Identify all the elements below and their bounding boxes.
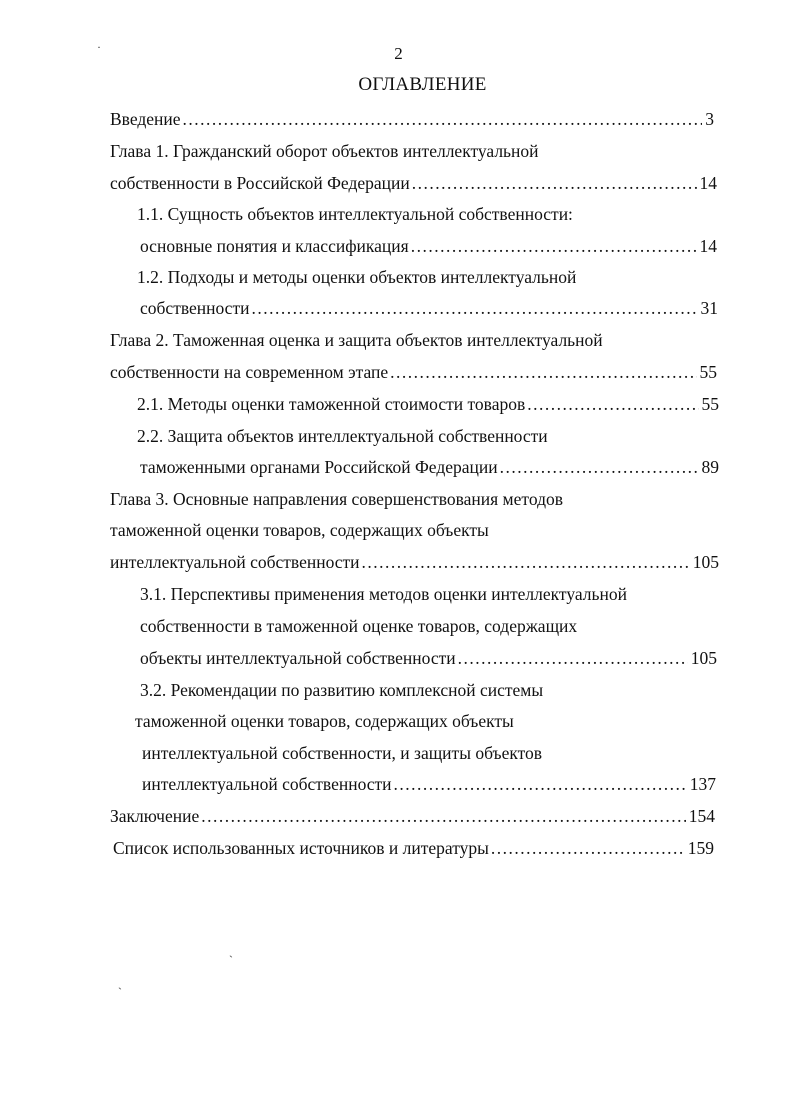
toc-entry-label: интеллектуальной собственности: [110, 552, 360, 572]
toc-entry-page: 3: [705, 109, 714, 129]
toc-entry-section-1-2[interactable]: [140, 297, 718, 319]
toc-entry-label: 2.1. Методы оценки таможенной стоимости товаров: [137, 394, 526, 414]
toc-entry-section-2-2-line-1[interactable]: 2.2. Защита объектов интеллектуальной собственности: [137, 426, 548, 446]
leader-dots: [491, 837, 685, 859]
toc-entry-chapter-1[interactable]: [110, 172, 717, 194]
leader-dots: [411, 235, 697, 257]
leader-dots: [527, 393, 698, 415]
leader-dots: [362, 551, 690, 573]
toc-entry-page: 14: [699, 236, 717, 256]
toc-entry-page: 55: [699, 362, 717, 382]
scan-speck: ˏ: [229, 944, 233, 958]
page-number: 2: [394, 44, 403, 63]
toc-entry-chapter-3[interactable]: [110, 551, 719, 573]
leader-dots: [500, 456, 699, 478]
toc-entry-page: 105: [690, 648, 717, 668]
toc-entry-page: 14: [699, 173, 717, 193]
toc-entry-label: Список использованных источников и литературы: [113, 838, 489, 858]
toc-entry-chapter-3-line-1[interactable]: Глава 3. Основные направления совершенствования методов: [110, 489, 563, 509]
toc-entry-label: собственности: [140, 298, 250, 318]
toc-entry-label: основные понятия и классификация: [140, 236, 409, 256]
leader-dots: [201, 805, 686, 827]
toc-entry-label: таможенными органами Российской Федерации: [140, 457, 498, 477]
toc-entry-label: Введение: [110, 109, 181, 129]
scan-speck: ˋ: [118, 985, 122, 999]
toc-entry-section-1-1[interactable]: [140, 235, 717, 257]
toc-entry-page: 159: [687, 838, 714, 858]
toc-entry-conclusion[interactable]: [110, 805, 715, 827]
toc-entry-page: 55: [701, 394, 719, 414]
toc-entry-section-3-1-line-2[interactable]: собственности в таможенной оценке товаров, содержащих: [140, 616, 578, 636]
toc-entry-label: собственности на современном этапе: [110, 362, 389, 382]
toc-entry-section-3-1[interactable]: [140, 647, 717, 669]
toc-entry-page: 31: [700, 298, 718, 318]
leader-dots: [251, 297, 697, 319]
toc-entry-chapter-2-line-1[interactable]: Глава 2. Таможенная оценка и защита объектов интеллектуальной: [110, 330, 603, 350]
leader-dots: [394, 773, 687, 795]
toc-entry-section-2-2[interactable]: [140, 456, 719, 478]
toc-entry-page: 105: [692, 552, 719, 572]
toc-title: ОГЛАВЛЕНИЕ: [358, 74, 487, 95]
toc-entry-section-1-1-line-1[interactable]: 1.1. Сущность объектов интеллектуальной собственности:: [137, 204, 573, 224]
toc-entry-section-3-1-line-1[interactable]: 3.1. Перспективы применения методов оценки интеллектуальной: [140, 584, 627, 604]
toc-entry-label: Заключение: [110, 806, 200, 826]
toc-entry-section-3-2-line-3[interactable]: интеллектуальной собственности, и защиты объектов: [142, 743, 543, 763]
scan-speck: ·: [97, 40, 101, 54]
toc-entry-chapter-1-line-1[interactable]: Глава 1. Гражданский оборот объектов интеллектуальной: [110, 141, 539, 161]
toc-entry-page: 89: [701, 457, 719, 477]
toc-entry-label: собственности в Российской Федерации: [110, 173, 410, 193]
leader-dots: [183, 108, 703, 130]
toc-entry-introduction[interactable]: [110, 108, 714, 130]
toc-entry-section-1-2-line-1[interactable]: 1.2. Подходы и методы оценки объектов интеллектуальной: [137, 267, 577, 287]
toc-entry-page: 154: [688, 806, 715, 826]
leader-dots: [412, 172, 697, 194]
toc-entry-chapter-3-line-2[interactable]: таможенной оценки товаров, содержащих объекты: [110, 520, 489, 540]
toc-entry-section-3-2-line-2[interactable]: таможенной оценки товаров, содержащих объекты: [135, 711, 514, 731]
toc-entry-label: интеллектуальной собственности: [142, 774, 392, 794]
toc-entry-section-3-2-line-1[interactable]: 3.2. Рекомендации по развитию комплексной системы: [140, 680, 544, 700]
toc-entry-label: объекты интеллектуальной собственности: [140, 648, 456, 668]
leader-dots: [458, 647, 688, 669]
toc-entry-bibliography[interactable]: [113, 837, 714, 859]
toc-entry-section-2-1[interactable]: [137, 393, 719, 415]
leader-dots: [390, 361, 696, 383]
toc-entry-chapter-2[interactable]: [110, 361, 717, 383]
toc-entry-page: 137: [689, 774, 716, 794]
toc-entry-section-3-2[interactable]: [142, 773, 716, 795]
